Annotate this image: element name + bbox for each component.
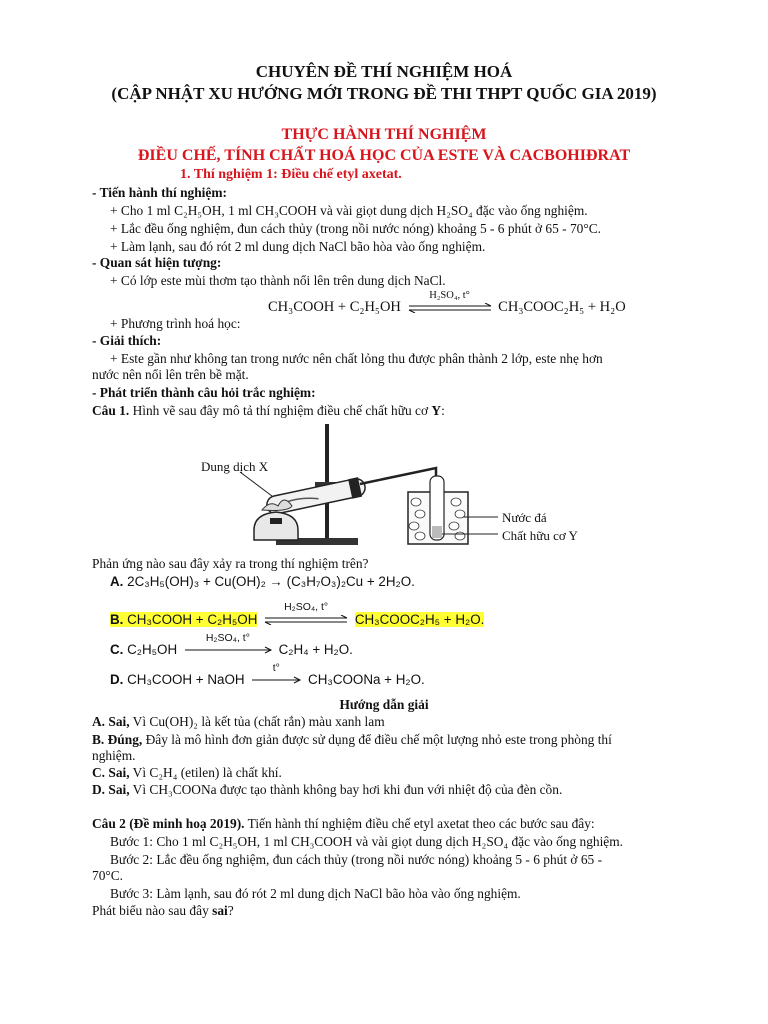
answer-key: B. Đúng,: [92, 732, 143, 747]
answer-c: [92, 765, 282, 781]
answer-text: Vì C₂H₄ (etilen) là chất khí.: [129, 765, 282, 780]
option-key: B.: [110, 612, 124, 627]
page-title: CHUYÊN ĐỀ THÍ NGHIỆM HOÁ: [255, 62, 513, 81]
option-text: CH₃COOH + NaOH: [123, 672, 245, 687]
answer-a: [92, 714, 385, 730]
option-d: [110, 662, 425, 688]
question-colon: :: [441, 403, 445, 418]
procedure-step: + Làm lạnh, sau đó rót 2 ml dung dịch NaCl bão hòa vào ống nghiệm.: [110, 239, 486, 254]
prompt-text: Phát biểu nào sau đây: [92, 903, 213, 918]
observation-text: + Có lớp este mùi thơm tạo thành nổi lên trên dung dịch NaCl.: [110, 273, 446, 288]
reaction-arrow: [183, 632, 273, 654]
option-key: A.: [110, 574, 124, 589]
option-c: [110, 632, 353, 658]
q2-prompt: [92, 903, 234, 919]
answer-text: Vì CH₃COONa được tạo thành không bay hơi khi đun với nhiệt độ của đèn cồn.: [129, 782, 563, 797]
q2-step: 70°C.: [92, 868, 124, 883]
question-2: [92, 816, 595, 832]
equation-left: CH₃COOH + C₂H₅OH: [268, 299, 401, 315]
arrow-condition: t°: [272, 662, 280, 675]
explanation-heading: - Giải thích:: [92, 333, 162, 348]
option-a: [110, 574, 415, 590]
pointer-line: [240, 472, 272, 496]
answer-text: Vì Cu(OH)₂ là kết tủa (chất rắn) màu xanh lam: [129, 714, 385, 729]
question-label: Câu 1.: [92, 403, 130, 418]
question-text: Hình vẽ sau đây mô tả thí nghiệm điều chế chất hữu cơ: [129, 403, 432, 418]
explanation-text: nước nên nổi lên trên bề mặt.: [92, 367, 249, 382]
q2-step: Bước 3: Làm lạnh, sau đó rót 2 ml dung dịch NaCl bão hòa vào ống nghiệm.: [110, 886, 521, 901]
develop-heading: - Phát triển thành câu hỏi trắc nghiệm:: [92, 385, 316, 400]
procedure-step: + Cho 1 ml C₂H₅OH, 1 ml CH₃COOH và vài giọt dung dịch H₂SO₄ đặc vào ống nghiệm.: [110, 203, 588, 218]
option-key: C.: [110, 642, 124, 657]
question-text: Tiến hành thí nghiệm điều chế etyl axetat theo các bước sau đây:: [244, 816, 595, 831]
right-arrow-icon: [250, 676, 302, 684]
procedure-step: + Lắc đều ống nghiệm, đun cách thủy (trong nồi nước nóng) khoảng 5 - 6 phút ở 65 - 70°C.: [110, 221, 602, 236]
question-1: [92, 403, 445, 419]
option-b: [110, 601, 485, 628]
question-bold: Y: [431, 403, 442, 418]
reaction-equation: [268, 289, 626, 315]
arrow-condition: H₂SO₄, t°: [429, 289, 470, 301]
guide-title: Hướng dẫn giải: [339, 697, 429, 712]
answer-key: A. Sai,: [92, 714, 130, 729]
q2-step: Bước 2: Lắc đều ống nghiệm, đun cách thủy (trong nồi nước nóng) khoảng 5 - 6 phút ở 65 -: [110, 852, 603, 867]
equilibrium-arrow-icon: [407, 303, 493, 313]
q2-step: Bước 1: Cho 1 ml C₂H₅OH, 1 ml CH₃COOH và vài giọt dung dịch H₂SO₄ đặc vào ống nghiệm.: [110, 834, 624, 849]
option-text: C₂H₄ + H₂O.: [278, 642, 353, 657]
reversible-arrow: [407, 289, 493, 313]
prompt-bold: sai: [212, 903, 228, 918]
option-key: D.: [110, 672, 124, 687]
arrow-condition: H₂SO₄, t°: [205, 632, 250, 645]
answer-d: [92, 782, 562, 798]
reversible-arrow: [263, 601, 349, 625]
right-arrow-icon: [183, 646, 273, 654]
equilibrium-arrow-icon: [263, 615, 349, 625]
answer-key: C. Sai,: [92, 765, 130, 780]
question-prompt: Phản ứng nào sau đây xảy ra trong thí nghiệm trên?: [92, 556, 369, 571]
reaction-arrow: [250, 662, 302, 684]
option-text: CH₃COOC₂H₅ + H₂O.: [354, 612, 485, 627]
observation-heading: - Quan sát hiện tượng:: [92, 255, 222, 270]
option-text: 2C₃H₅(OH)₃ + Cu(OH)₂ → (C₃H₇O₃)₂Cu + 2H₂O.: [123, 574, 415, 589]
diagram-label-solution: Dung dịch X: [201, 459, 269, 474]
procedure-heading: - Tiến hành thí nghiệm:: [92, 185, 227, 200]
experiment-heading: 1. Thí nghiệm 1: Điều chế etyl axetat.: [180, 167, 402, 182]
explanation-text: + Este gần như không tan trong nước nên chất lỏng thu được phân thành 2 lớp, este nhẹ hơn: [110, 351, 603, 366]
question-label: Câu 2 (Đề minh hoạ 2019).: [92, 816, 245, 831]
section-subtitle: ĐIỀU CHẾ, TÍNH CHẤT HOÁ HỌC CỦA ESTE VÀ CACBOHIĐRAT: [137, 147, 631, 164]
equation-right: CH₃COOC₂H₅ + H₂O: [498, 299, 626, 315]
answer-b: [92, 732, 612, 748]
diagram-label-product: Chất hữu cơ Y: [502, 528, 578, 543]
option-text: C₂H₅OH: [123, 642, 178, 657]
arrow-condition: H₂SO₄, t°: [284, 601, 329, 614]
prompt-end: ?: [227, 903, 234, 918]
equation-label: + Phương trình hoá học:: [110, 316, 241, 331]
answer-text: Đây là mô hình đơn giản được sử dụng để điều chế một lượng nhỏ este trong phòng thí: [142, 732, 612, 747]
answer-key: D. Sai,: [92, 782, 130, 797]
alcohol-burner: [254, 512, 298, 540]
answer-text: nghiệm.: [92, 748, 136, 763]
option-text: CH₃COONa + H₂O.: [308, 672, 425, 687]
page-subtitle: (CẬP NHẬT XU HƯỚNG MỚI TRONG ĐỀ THI THPT QUỐC GIA 2019): [111, 84, 657, 103]
option-text: CH₃COOH + C₂H₅OH: [123, 612, 258, 627]
section-title: THỰC HÀNH THÍ NGHIỆM: [281, 126, 487, 143]
diagram-label-ice: Nước đá: [502, 510, 547, 525]
